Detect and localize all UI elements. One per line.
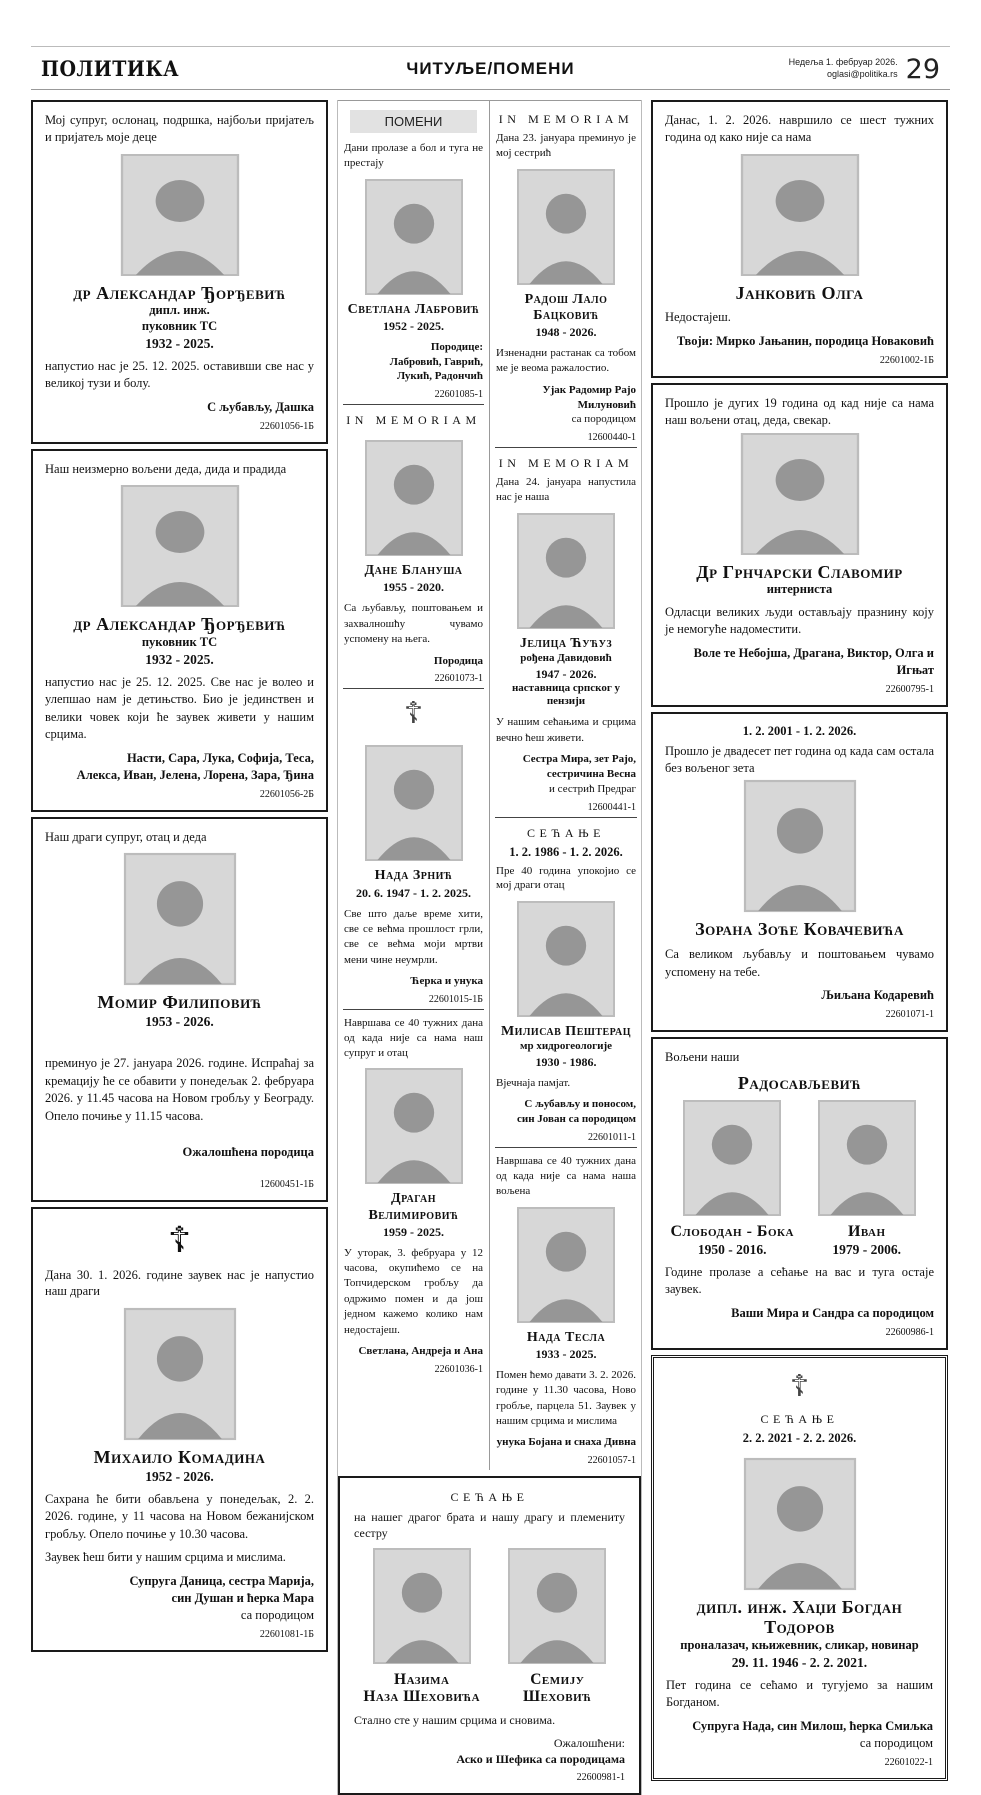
middle-columns bbox=[337, 100, 642, 1795]
signature-text: Супруга Нада, син Милош, ћерка Смиљка bbox=[692, 1718, 933, 1733]
deceased-name: Михаило Комадина bbox=[93, 1447, 266, 1468]
deceased-name: Момир Филиповић bbox=[97, 992, 262, 1013]
portrait-cell bbox=[668, 1100, 797, 1258]
memorial-pesterac bbox=[495, 817, 637, 1148]
deceased-name: Јелица Ћућуз bbox=[519, 635, 613, 651]
life-dates: 1930 - 1986. bbox=[535, 1055, 597, 1070]
deceased-name: др Александар Ђорђевић bbox=[73, 282, 286, 303]
life-dates: 1932 - 2025. bbox=[145, 335, 214, 351]
life-dates: 1952 - 2025. bbox=[383, 318, 444, 333]
in-memoriam-heading: IN MEMORIAM bbox=[498, 112, 634, 126]
signature-text: син Јован са породицом bbox=[517, 1113, 636, 1126]
obituary-text: Све што даље време хити, све се већма прошлост грли, све се већма моји мртви мени чине неумрли. bbox=[344, 907, 483, 966]
deceased-name: Дане Блануша bbox=[364, 563, 463, 579]
column-2 bbox=[338, 101, 490, 1470]
portrait-photo bbox=[365, 745, 463, 861]
intro-text: Дана 30. 1. 2026. године заувек нас је напустио наш драги bbox=[45, 1267, 314, 1299]
portrait-photo bbox=[744, 1458, 856, 1590]
intro-text: на нашег драгог брата и нашу драгу и племениту сестру bbox=[354, 1510, 625, 1541]
name-subtitle: пуковник ТС bbox=[141, 635, 218, 650]
signature-text: Твоји: Мирко Јањанин, породица Новаковић bbox=[676, 333, 934, 348]
dual-portraits bbox=[665, 1100, 934, 1258]
signature-text: са породицом bbox=[571, 413, 636, 426]
ad-id: 22601071-1 bbox=[885, 1008, 934, 1020]
signature-text: Ожалошћени: bbox=[553, 1735, 625, 1750]
obituary-text: Вјечнаја памјат. bbox=[496, 1077, 571, 1090]
signature-text: Породица bbox=[433, 654, 483, 667]
signature-text: Ћерка и унука bbox=[410, 975, 483, 988]
memorial-todorov bbox=[651, 1355, 948, 1781]
obituary-text: Стално сте у нашим срцима и сновима. bbox=[354, 1713, 556, 1728]
obituary-text: Са љубављу, поштовањем и захвалношћу чувамо успомену на њега. bbox=[344, 602, 483, 646]
obituary-text: Сахрана ће бити обављена у понедељак, 2. 2. 2026. године, у 11 часова на Новом бежанијском гробљу. Опело почиње у 10.30 часова. bbox=[45, 1491, 314, 1541]
obituary-text: У нашим сећањима и срцима вечно ћеш живети. bbox=[496, 716, 636, 744]
intro-text: Навршава се 40 тужних дана од када није са нама наш супруг и отац bbox=[344, 1016, 483, 1059]
portrait-photo bbox=[517, 901, 615, 1017]
date-and-email bbox=[789, 57, 898, 80]
signature-text: са породицом bbox=[240, 1607, 314, 1622]
signature-text: Ујак Радомир Рајо Милуновић bbox=[542, 383, 636, 411]
ad-id: 22601056-1Б bbox=[259, 420, 314, 432]
obituary-text: Помен ћемо давати 3. 2. 2026. године у 11.30 часова, Ново гробље, парцела 51. Заувек у нашим срцима и мислима bbox=[496, 1368, 636, 1427]
obituary-text: У уторак, 3. фебруара у 12 часова, окупићемо се на Топчидерском гробљу да одржимо помен и да још једном кажемо колико нам недостајеш. bbox=[344, 1246, 483, 1336]
portrait-photo bbox=[121, 154, 239, 276]
intro-text: Мој супруг, ослонац, подршка, најбољи пријатељ и пријатељ моје деце bbox=[45, 113, 314, 144]
life-dates: 1979 - 2006. bbox=[832, 1241, 902, 1257]
signature-text: сестричина Весна bbox=[546, 767, 636, 780]
obituary-text: Пет година се сећамо и тугујемо за нашим Богданом. bbox=[666, 1677, 933, 1710]
ad-id: 22600986-1 bbox=[885, 1326, 934, 1338]
deceased-name: Милисав Пештерац bbox=[500, 1024, 632, 1040]
intro-text: Прошло је дугих 19 година од кад није са нама наш вољени отац, деда, свекар. bbox=[665, 395, 934, 427]
life-dates: 1947 - 2026. bbox=[535, 666, 597, 681]
deceased-name: Драган Велимировић bbox=[368, 1191, 459, 1223]
signature-text: Насти, Сара, Лука, Софија, Теса, bbox=[126, 750, 314, 765]
portrait-photo bbox=[517, 513, 615, 629]
ad-id: 12600440-1 bbox=[587, 432, 636, 444]
ad-id: 22601022-1 bbox=[884, 1756, 933, 1768]
deceased-name: Нада Тесла bbox=[526, 1329, 606, 1345]
signature-text: Ваши Мира и Сандра са породицом bbox=[731, 1305, 934, 1320]
dual-portraits bbox=[354, 1548, 625, 1707]
signature-text: Лабровић, Гаврић, bbox=[389, 355, 483, 368]
signature-text: Породице: bbox=[430, 340, 483, 353]
memorial-dates: 1. 2. 1986 - 1. 2. 2026. bbox=[509, 844, 623, 859]
ad-id: 22601036-1 bbox=[434, 1363, 483, 1375]
portrait-photo bbox=[365, 1068, 463, 1184]
intro-text: Навршава се 40 тужних дана од када није са нама наша вољена bbox=[496, 1155, 636, 1197]
column-3 bbox=[490, 101, 642, 1470]
orthodox-cross-icon: ☦ bbox=[167, 1219, 192, 1261]
signature-text: Светлана, Андреја и Ана bbox=[358, 1344, 483, 1357]
ad-id: 12600451-1Б bbox=[259, 1178, 314, 1190]
intro-text: Пре 40 година упокојио се мој драги отац bbox=[496, 864, 636, 892]
signature-text: Сестра Мира, зет Рајо, bbox=[522, 753, 636, 765]
life-dates: 1948 - 2026. bbox=[535, 324, 597, 339]
orthodox-cross-icon: ☦ bbox=[403, 696, 424, 732]
signature-text: Аско и Шефика са породицама bbox=[456, 1752, 625, 1767]
name-subtitle: мр хидрогеологије bbox=[519, 1040, 613, 1053]
intro-text: Наш драги супруг, отац и деда bbox=[45, 829, 207, 844]
memorial-radosavljevic bbox=[651, 1037, 948, 1350]
obituary-text: Заувек ћеш бити у нашим срцима и мислима. bbox=[45, 1550, 286, 1565]
ad-id: 22600981-1 bbox=[576, 1772, 625, 1784]
ad-id: 22601002-1Б bbox=[879, 354, 934, 366]
pomeni-badge: ПОМЕНИ bbox=[350, 110, 477, 133]
signature-text: Супруга Даница, сестра Марија, bbox=[129, 1573, 314, 1588]
deceased-name: Назима bbox=[394, 1670, 450, 1688]
portrait-cell bbox=[357, 1548, 487, 1707]
life-dates: 1953 - 2026. bbox=[145, 1014, 214, 1030]
deceased-name: Јанковић Олга bbox=[735, 282, 864, 303]
portrait-photo bbox=[365, 440, 463, 556]
in-memoriam-heading: IN MEMORIAM bbox=[346, 413, 481, 428]
issue-date: Недеља 1. фебруар 2026. bbox=[788, 57, 898, 68]
memorial-zrnic bbox=[343, 688, 484, 1009]
portrait-cell bbox=[492, 1548, 622, 1707]
ad-id: 22601011-1 bbox=[588, 1132, 636, 1144]
life-dates: 1955 - 2020. bbox=[383, 580, 444, 595]
memorial-tesla bbox=[495, 1147, 637, 1470]
life-dates: 29. 11. 1946 - 2. 2. 2021. bbox=[731, 1654, 868, 1670]
deceased-name: Др Грнчарски Славомир bbox=[696, 561, 903, 582]
life-dates: 1959 - 2025. bbox=[383, 1224, 444, 1239]
portrait-photo bbox=[818, 1100, 916, 1216]
ad-id: 22601081-1Б bbox=[259, 1628, 314, 1640]
life-dates: 1950 - 2016. bbox=[697, 1241, 767, 1257]
deceased-name: Наза Шеховића bbox=[363, 1688, 481, 1706]
name-subtitle: дипл. инж. bbox=[149, 303, 210, 318]
intro-text: Прошло је двадесет пет година од када сам остала без вољеног зета bbox=[665, 743, 934, 775]
name-subtitle: интерниста bbox=[766, 582, 833, 597]
obituary-text: Недостајеш. bbox=[665, 310, 731, 325]
memorial-blanusa bbox=[343, 404, 484, 688]
obituary-text: преминуо је 27. јануара 2026. године. Испраћај за кремацију ће се обавити у понедељак 2. фебруара 2026. у 11.45 часова на Новом гробљу у Београду. Опело почиње у 11.15 часова. bbox=[45, 1056, 314, 1123]
deceased-name: дипл. инж. Хаџи Богдан Тодоров bbox=[696, 1596, 903, 1638]
intro-text: Дана 24. јануара напустила нас је наша bbox=[496, 476, 636, 504]
signature-text: Алекса, Иван, Јелена, Лорена, Зара, Ђина bbox=[76, 767, 314, 782]
memorial-grncarski bbox=[651, 383, 948, 707]
intro-text: Данас, 1. 2. 2026. навршило се шест тужних година од како није са нама bbox=[665, 113, 934, 144]
intro-text: Дани пролазе а бол и туга не престају bbox=[344, 142, 483, 169]
secanje-heading: СЕЋАЊЕ bbox=[760, 1411, 839, 1426]
life-dates: 1933 - 2025. bbox=[535, 1346, 597, 1361]
memorial-kovacevic bbox=[651, 712, 948, 1032]
portrait-photo bbox=[508, 1548, 606, 1664]
obituary-text: Изненадни растанак са тобом ме је веома ражалостио. bbox=[496, 346, 636, 375]
memorial-dates: 2. 2. 2021 - 2. 2. 2026. bbox=[742, 1430, 857, 1445]
obituary-komadina bbox=[31, 1207, 328, 1652]
obituary-filipovic bbox=[31, 817, 328, 1202]
politika-logo: ПОЛИТИКА bbox=[41, 56, 180, 82]
obituary-text: Године пролазе а сећање на вас и туга остаје заувек. bbox=[665, 1264, 934, 1297]
memorial-sehovic bbox=[338, 1476, 641, 1795]
portrait-photo bbox=[365, 179, 463, 295]
name-subtitle: проналазач, књижевник, сликар, новинар bbox=[680, 1638, 919, 1653]
portrait-photo bbox=[517, 169, 615, 285]
obituary-text: напустио нас је 25. 12. 2025. оставивши све нас у великој тузи и болу. bbox=[45, 358, 314, 391]
portrait-photo bbox=[124, 1308, 236, 1440]
deceased-name: Иван bbox=[847, 1222, 886, 1240]
obituary-text: Одласци великих људи остављају празнину коју је немогуће надоместити. bbox=[665, 604, 934, 637]
deceased-name: Зорана Зоће Ковачевића bbox=[695, 919, 904, 940]
signature-text: и сестрић Предраг bbox=[549, 782, 636, 795]
secanje-heading: СЕЋАЊЕ bbox=[526, 825, 606, 840]
ad-id: 22601057-1 bbox=[587, 1455, 636, 1467]
intro-text: Дана 23. јануара преминуо је мој сестрић bbox=[496, 132, 636, 159]
obituary-text: Са великом љубављу и поштовањем чувамо успомену на тебе. bbox=[665, 947, 934, 979]
signature-text: са породицом bbox=[859, 1735, 933, 1750]
name-subtitle: рођена Давидовић bbox=[520, 651, 612, 664]
portrait-photo bbox=[741, 154, 859, 276]
obituary-djordjevic-1 bbox=[31, 100, 328, 444]
memorial-dates: 1. 2. 2001 - 1. 2. 2026. bbox=[742, 723, 857, 738]
name-subtitle: пуковник ТС bbox=[141, 319, 218, 334]
ad-id: 22601073-1 bbox=[434, 673, 483, 685]
life-dates: 1932 - 2025. bbox=[145, 651, 214, 667]
contact-email: oglasi@politika.rs bbox=[826, 69, 898, 79]
column-1 bbox=[31, 100, 328, 1657]
portrait-cell bbox=[802, 1100, 931, 1258]
ad-id: 22600795-1 bbox=[885, 683, 934, 695]
deceased-name: Шеховић bbox=[522, 1688, 592, 1706]
secanje-heading: СЕЋАЊЕ bbox=[450, 1490, 529, 1505]
family-name: Радосављевић bbox=[737, 1072, 862, 1093]
intro-text: Вољени наши bbox=[665, 1049, 740, 1064]
portrait-photo bbox=[373, 1548, 471, 1664]
ad-id: 22601056-2Б bbox=[259, 788, 314, 800]
deceased-name: Слободан - Бока bbox=[670, 1222, 794, 1240]
signature-text: унука Бојана и снаха Дивна bbox=[496, 1436, 636, 1449]
content-columns bbox=[31, 100, 950, 1795]
ad-id: 12600441-1 bbox=[587, 801, 636, 813]
ad-id: 22601085-1 bbox=[434, 389, 483, 401]
deceased-name: Нада Зрнић bbox=[374, 868, 453, 884]
signature-text: син Душан и ћерка Мара bbox=[171, 1590, 314, 1605]
life-dates: 1952 - 2026. bbox=[145, 1468, 214, 1484]
memorial-velimirovic bbox=[343, 1009, 484, 1379]
portrait-photo bbox=[124, 853, 236, 985]
deceased-name: Светлана Лабровић bbox=[347, 301, 480, 317]
page-header bbox=[31, 46, 950, 90]
section-title: ЧИТУЉЕ/ПОМЕНИ bbox=[406, 59, 575, 78]
obituary-text: напустио нас је 25. 12. 2025. Све нас је волео и улепшао нам је детињство. Био је јединствен и велики човек који ће заувек живети у нашим срцима. bbox=[45, 674, 314, 742]
life-dates: 20. 6. 1947 - 1. 2. 2025. bbox=[356, 885, 471, 900]
portrait-photo bbox=[683, 1100, 781, 1216]
portrait-photo bbox=[744, 780, 856, 912]
signature-text: Воле те Небојша, Драгана, Виктор, Олга и Игњат bbox=[693, 645, 934, 677]
signature-text: Лукић, Радончић bbox=[397, 370, 483, 383]
portrait-photo bbox=[517, 1207, 615, 1323]
header-right bbox=[720, 54, 940, 85]
deceased-name: Радош Лало Бацковић bbox=[524, 291, 608, 323]
obituary-djordjevic-2 bbox=[31, 449, 328, 812]
ad-id: 22601015-1Б bbox=[428, 993, 483, 1005]
memorial-jankovic bbox=[651, 100, 948, 378]
signature-text: С љубављу, Дашка bbox=[207, 399, 314, 414]
middle-row bbox=[338, 100, 641, 1470]
signature-text: С љубављу и поносом, bbox=[524, 1098, 636, 1111]
column-4 bbox=[651, 100, 948, 1786]
portrait-photo bbox=[121, 485, 239, 607]
deceased-name: др Александар Ђорђевић bbox=[73, 614, 286, 635]
signature-text: Ожалошћена породица bbox=[182, 1144, 314, 1159]
name-subtitle: наставница српског у пензији bbox=[511, 681, 621, 708]
in-memoriam-heading: IN MEMORIAM bbox=[498, 456, 634, 471]
memorial-cucuz bbox=[495, 447, 637, 816]
deceased-name: Семију bbox=[530, 1670, 585, 1688]
memorial-labrovic bbox=[343, 104, 484, 404]
portrait-photo bbox=[741, 433, 859, 555]
signature-text: Љиљана Кодаревић bbox=[821, 988, 934, 1003]
orthodox-cross-icon: ☦ bbox=[789, 1368, 810, 1404]
memorial-backovic bbox=[495, 104, 637, 447]
page-number: 29 bbox=[905, 53, 940, 85]
intro-text: Наш неизмерно вољени деда, дида и прадида bbox=[45, 461, 287, 476]
